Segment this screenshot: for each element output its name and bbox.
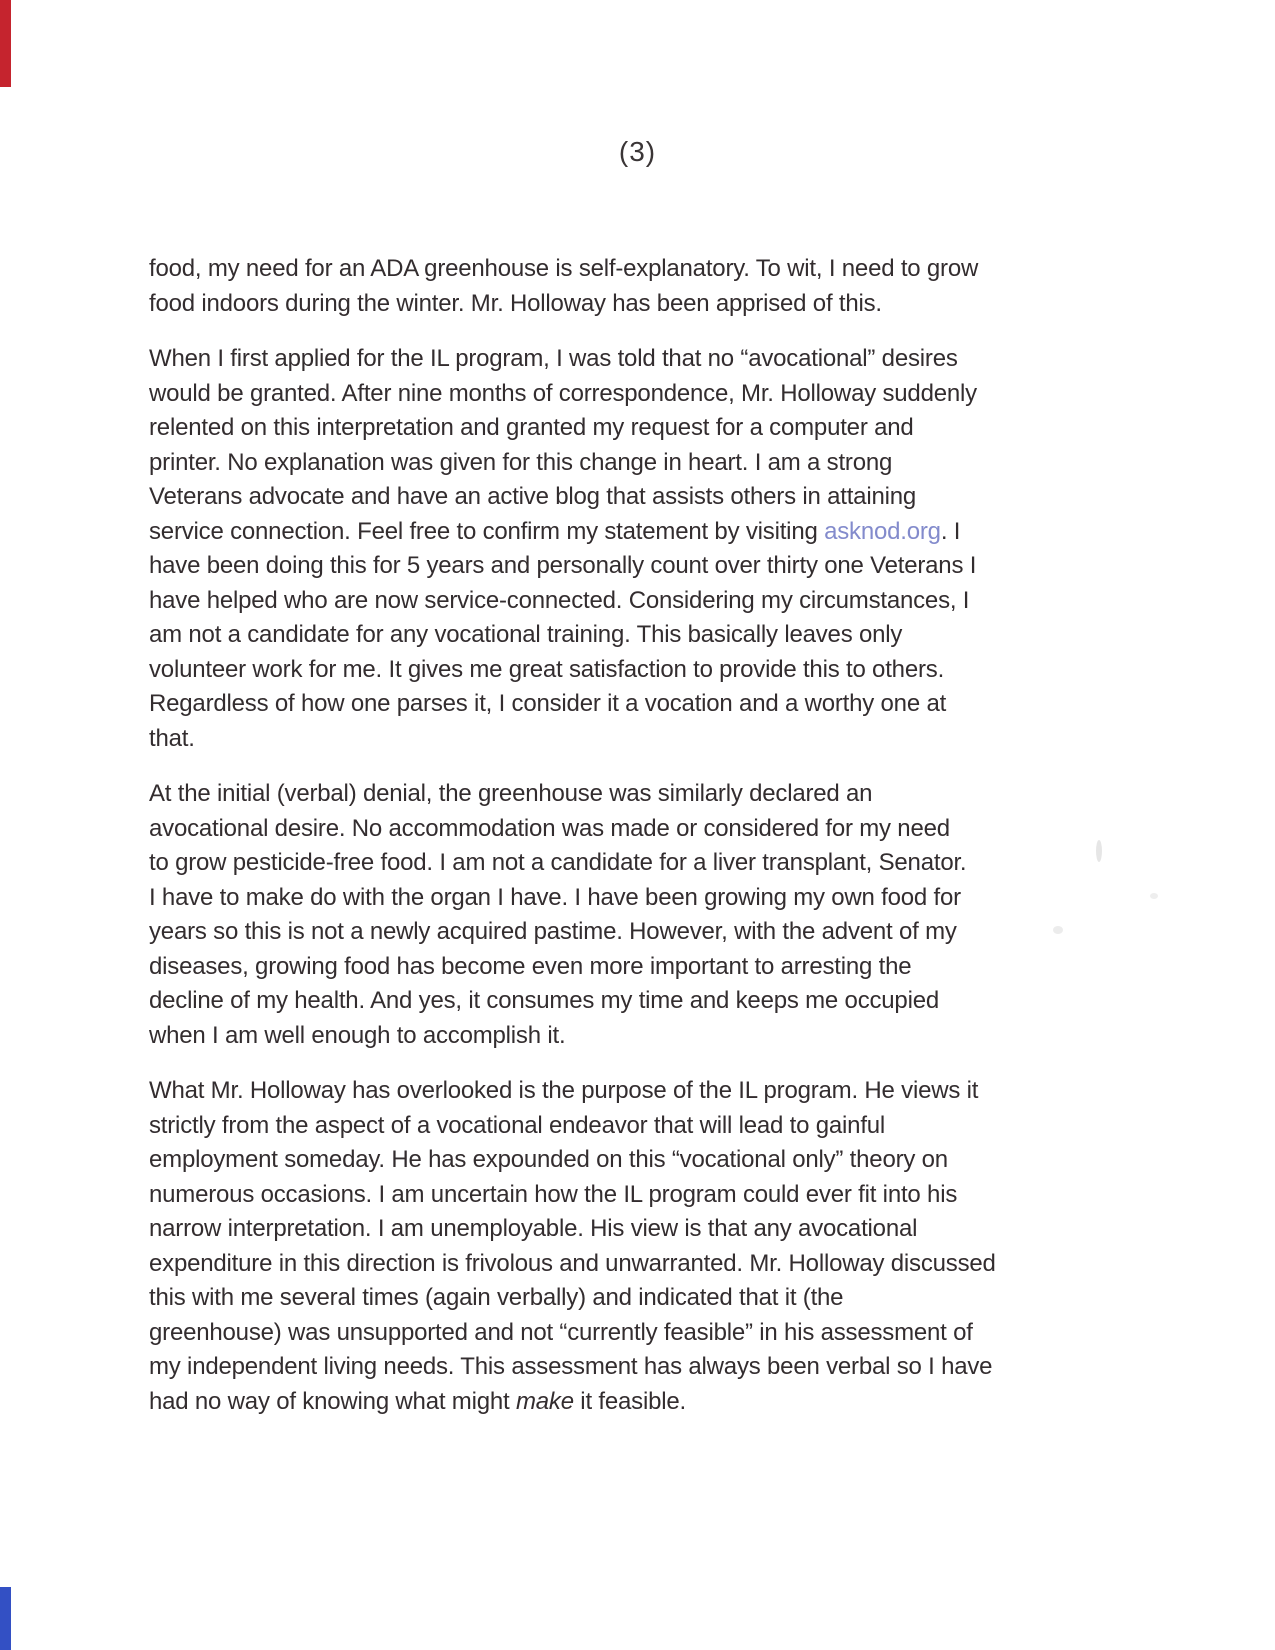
text-line [149,1212,1149,1247]
text-line [149,687,1149,722]
asknod-link[interactable]: asknod.org [824,517,941,545]
text-segment: my independent living needs. This assessment has always been verbal so I have [149,1353,993,1380]
text-segment: when I am well enough to accomplish it. [149,1021,566,1049]
scan-edge-artifact-red [0,0,11,87]
text-segment: am not a candidate for any vocational training. This basically leaves only [149,621,903,648]
text-segment: have been doing this for 5 years and personally count over thirty one Veterans I [149,552,977,579]
text-line [149,915,1149,950]
page-number: (3) [618,136,657,167]
text-line [149,515,1149,550]
text-line [149,252,1149,287]
text-line [149,881,1149,916]
text-segment: to grow pesticide-free food. I am not a candidate for a liver transplant, Senator. [149,849,967,876]
text-segment: numerous occasions. I am uncertain how the IL program could ever fit into his [149,1180,958,1208]
text-segment: had no way of knowing what might [149,1387,516,1415]
text-segment: employment someday. He has expounded on this “vocational only” theory on [149,1146,948,1173]
text-segment: greenhouse) was unsupported and not “currently feasible” in his assessment of [149,1318,973,1346]
text-line [149,846,1149,881]
text-segment: printer. No explanation was given for this change in heart. I am a strong [149,448,893,476]
text-segment: strictly from the aspect of a vocational endeavor that will lead to gainful [149,1111,886,1139]
text-segment: that. [149,724,195,752]
text-segment: would be granted. After nine months of correspondence, Mr. Holloway suddenly [149,379,977,407]
text-line [149,777,1149,812]
text-segment: have helped who are now service-connected. Considering my circumstances, I [149,586,970,614]
text-line [149,984,1149,1019]
text-line [149,1019,1149,1054]
text-line [149,1385,1149,1420]
text-line [149,1281,1149,1316]
paragraph-4 [149,1074,1149,1419]
text-segment: Veterans advocate and have an active blog that assists others in attaining [149,483,917,510]
text-line [149,1109,1149,1144]
text-line [149,950,1149,985]
text-segment: expenditure in this direction is frivolous and unwarranted. Mr. Holloway discussed [149,1249,996,1277]
text-segment: food indoors during the winter. Mr. Holloway has been apprised of this. [149,289,882,317]
text-segment: . I [940,517,961,545]
text-line [149,1350,1149,1385]
text-segment: narrow interpretation. I am unemployable. His view is that any avocational [149,1215,918,1242]
text-line [149,480,1149,515]
text-line [149,549,1149,584]
text-segment: relented on this interpretation and granted my request for a computer and [149,414,914,441]
letter-body [149,252,1149,1440]
text-line [149,1316,1149,1351]
scan-edge-artifact-blue [0,1587,11,1650]
text-segment: At the initial (verbal) denial, the greenhouse was similarly declared an [149,780,873,807]
text-segment: volunteer work for me. It gives me great satisfaction to provide this to others. [149,655,945,683]
text-line [149,722,1149,757]
text-segment: I have to make do with the organ I have. I have been growing my own food for [149,883,961,911]
text-line [149,287,1149,322]
text-segment: diseases, growing food has become even more important to arresting the [149,952,912,980]
paragraph-2 [149,342,1149,756]
text-line [149,1143,1149,1178]
text-segment: years so this is not a newly acquired pastime. However, with the advent of my [149,918,957,945]
scan-smudge [1150,893,1158,899]
text-line [149,1247,1149,1282]
paragraph-1 [149,252,1149,321]
text-segment: this with me several times (again verbally) and indicated that it (the [149,1284,844,1311]
text-segment: When I first applied for the IL program, I was told that no “avocational” desires [149,345,958,372]
text-line [149,812,1149,847]
text-segment: What Mr. Holloway has overlooked is the purpose of the IL program. He views it [149,1077,979,1104]
text-segment: decline of my health. And yes, it consumes my time and keeps me occupied [149,987,940,1014]
text-line [149,653,1149,688]
text-line [149,584,1149,619]
text-line [149,342,1149,377]
text-line [149,1074,1149,1109]
text-line [149,618,1149,653]
emphasized-word: make [515,1387,574,1415]
paragraph-3 [149,777,1149,1053]
text-segment: Regardless of how one parses it, I consider it a vocation and a worthy one at [149,690,947,717]
text-segment: service connection. Feel free to confirm my statement by visiting [149,517,825,545]
text-segment: it feasible. [573,1387,686,1415]
text-line [149,377,1149,412]
text-segment: avocational desire. No accommodation was made or considered for my need [149,814,950,842]
text-line [149,1178,1149,1213]
text-line [149,411,1149,446]
text-line [149,446,1149,481]
text-segment: food, my need for an ADA greenhouse is self-explanatory. To wit, I need to grow [149,255,979,282]
